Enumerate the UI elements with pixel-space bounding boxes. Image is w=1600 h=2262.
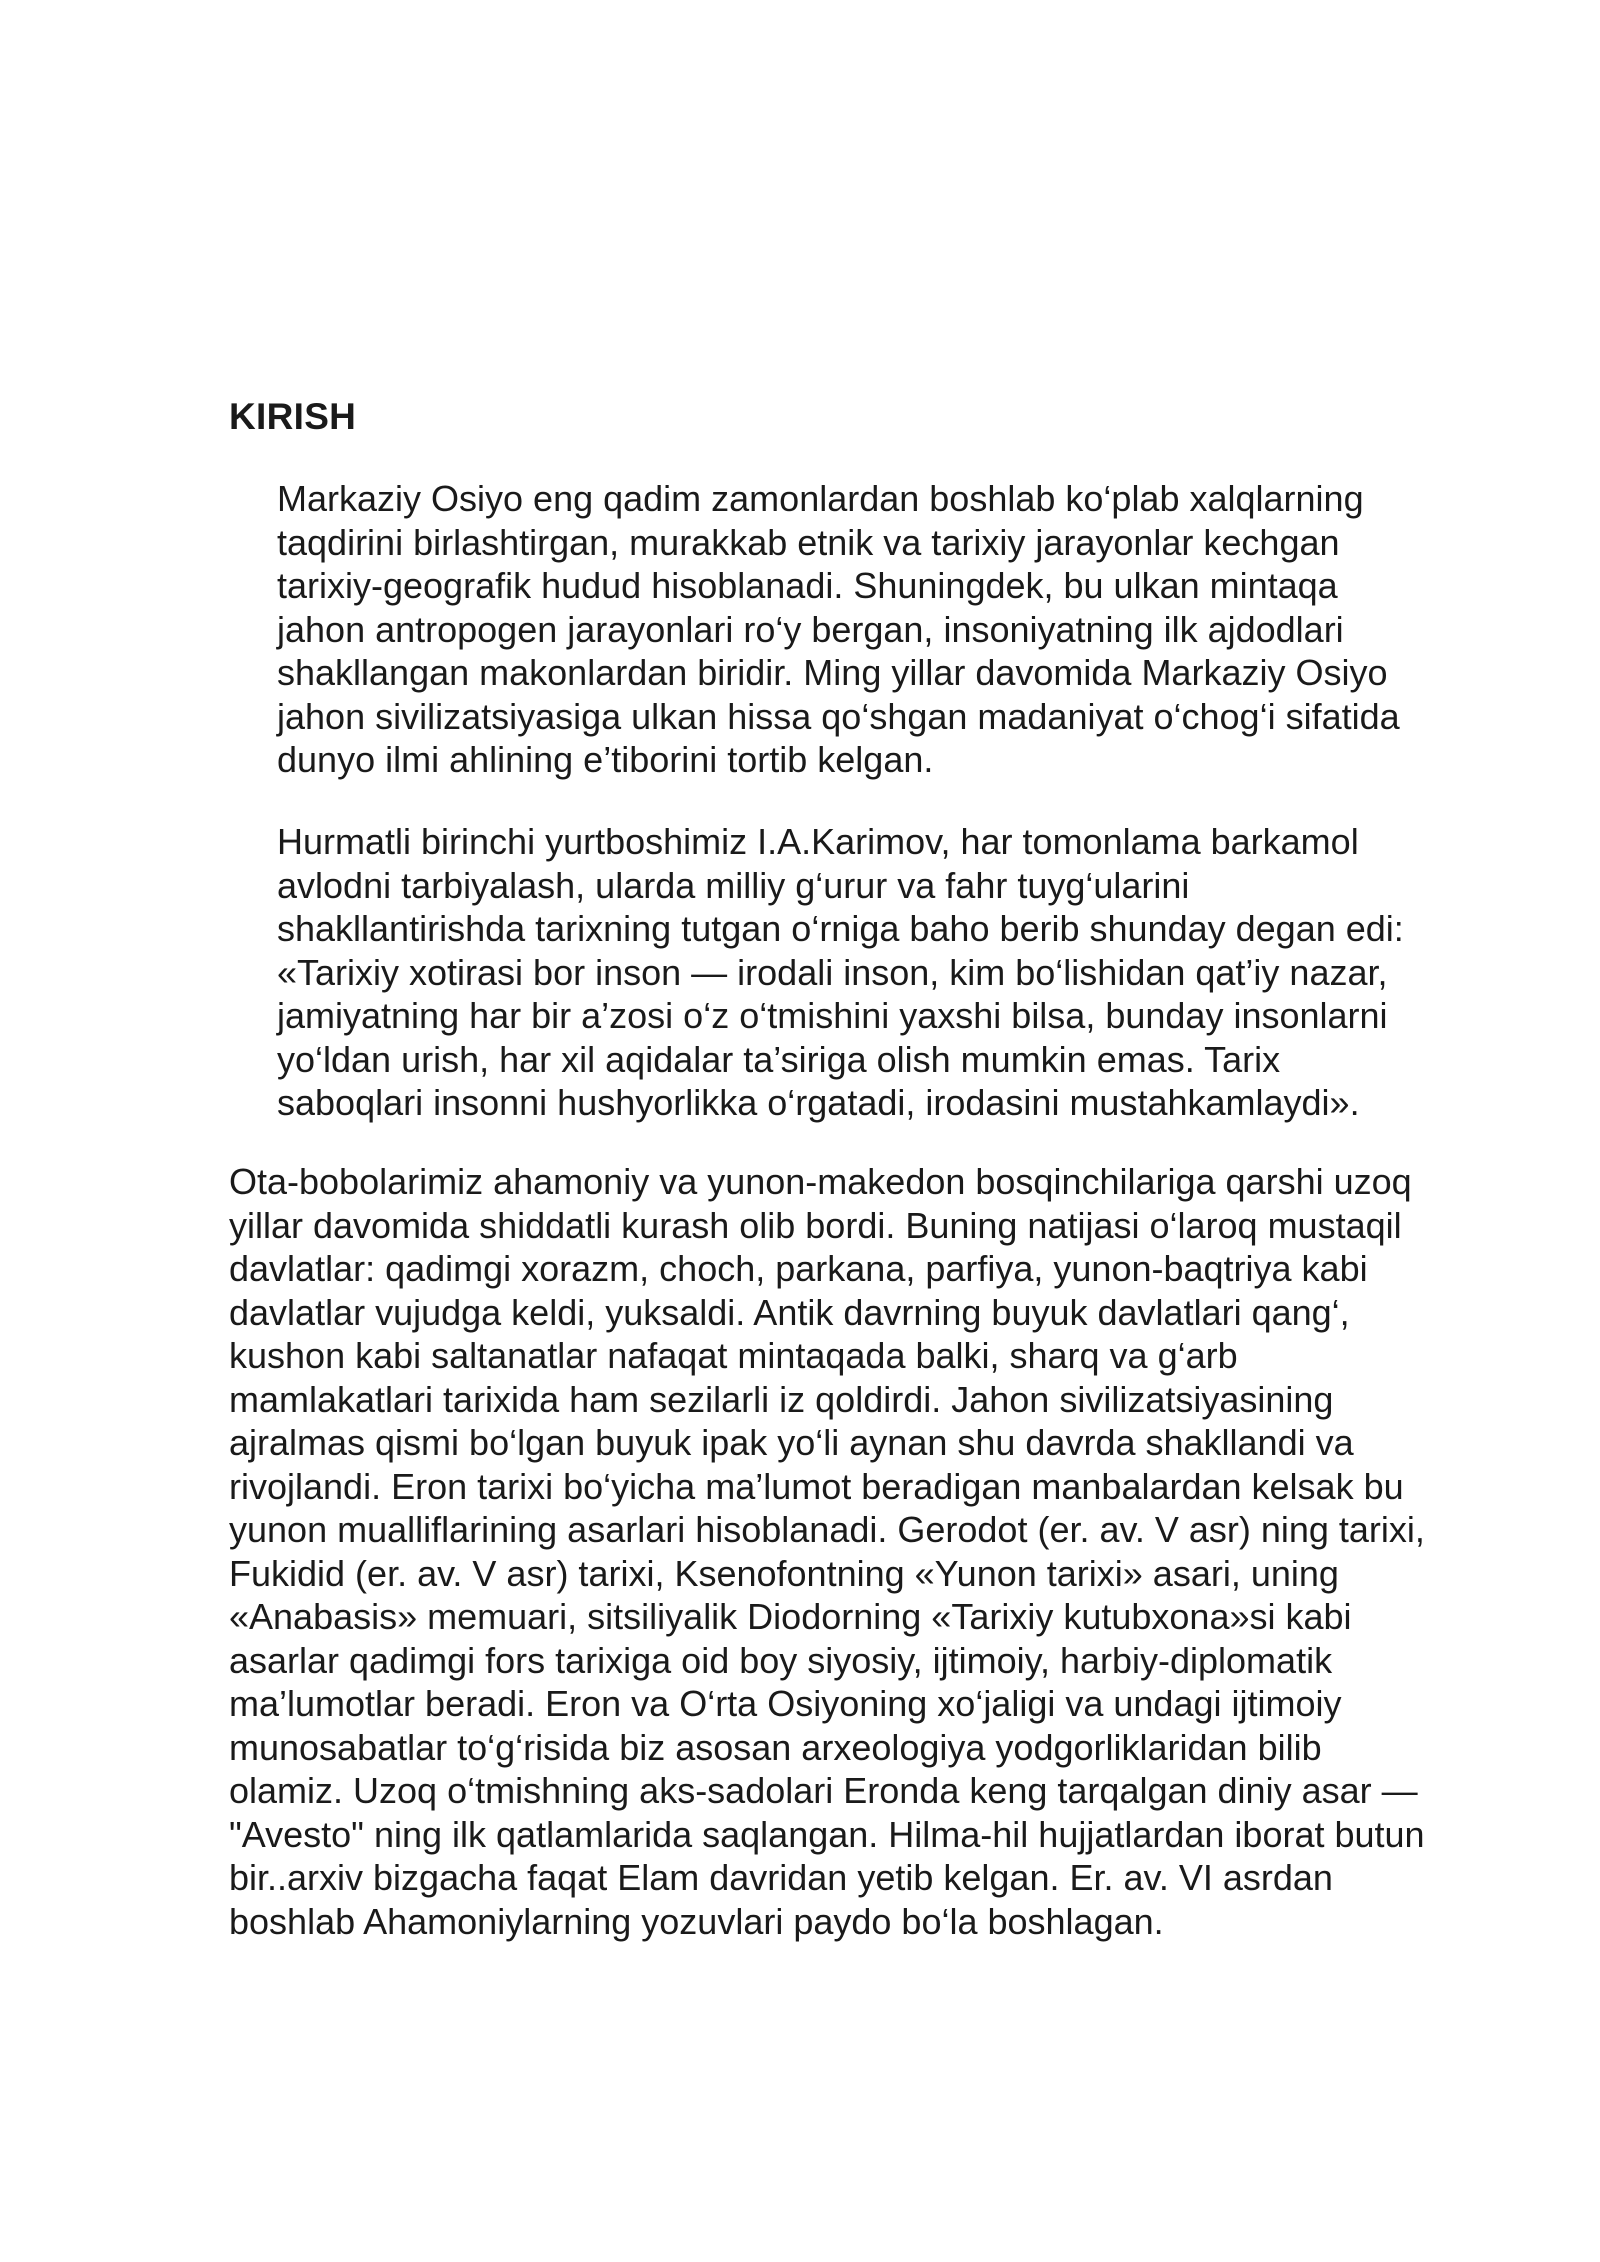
paragraph-line: davlatlar vujudga keldi, yuksaldi. Antik davrning buyuk davlatlari qang‘,: [229, 1291, 1350, 1333]
paragraph-line: ma’lumotlar beradi. Eron va O‘rta Osiyoning xo‘jaligi va undagi ijtimoiy: [229, 1683, 1342, 1724]
paragraph-line: kushon kabi saltanatlar nafaqat mintaqada balki, sharq va g‘arb: [229, 1335, 1238, 1376]
paragraph-line: taqdirini birlashtirgan, murakkab etnik va tarixiy jarayonlar kechgan: [277, 521, 1340, 563]
paragraph-line: yillar davomida shiddatli kurash olib bordi. Buning natijasi o‘laroq mustaqil: [229, 1204, 1402, 1246]
paragraph-quote: [277, 820, 1404, 1125]
paragraph-line: "Avesto" ning ilk qatlamlarida saqlangan. Hilma-hil hujjatlardan iborat butun: [229, 1813, 1425, 1855]
paragraph-line: yunon mualliflarining asarlari hisoblanadi. Gerodot (er. av. V asr) ning tarixi,: [229, 1509, 1425, 1550]
paragraph-line: Markaziy Osiyo eng qadim zamonlardan boshlab ko‘plab xalqlarning: [277, 478, 1364, 519]
paragraph-line: Ota-bobolarimiz ahamoniy va yunon-makedon bosqinchilariga qarshi uzoq: [229, 1161, 1412, 1202]
paragraph-line: shakllantirishda tarixning tutgan o‘rniga baho berib shunday degan edi:: [277, 908, 1404, 949]
paragraph-line: boshlab Ahamoniylarning yozuvlari paydo bo‘la boshlagan.: [229, 1900, 1164, 1942]
paragraph-line: ajralmas qismi bo‘lgan buyuk ipak yo‘li aynan shu davrda shakllandi va: [229, 1422, 1354, 1463]
paragraph-line: «Anabasis» memuari, sitsiliyalik Diodorning «Tarixiy kutubxona»si kabi: [229, 1596, 1352, 1637]
paragraph-line: jamiyatning har bir a’zosi o‘z o‘tmishini yaxshi bilsa, bunday insonlarni: [277, 995, 1388, 1036]
paragraph-line: jahon antropogen jarayonlari ro‘y bergan, insoniyatning ilk ajdodlari: [277, 608, 1344, 650]
paragraph-line: bir..arxiv bizgacha faqat Elam davridan yetib kelgan. Er. av. VI asrdan: [229, 1857, 1333, 1898]
paragraph-line: asarlar qadimgi fors tarixiga oid boy siyosiy, ijtimoiy, harbiy-diplomatik: [229, 1639, 1333, 1681]
paragraph-line: mamlakatlari tarixida ham sezilarli iz qoldirdi. Jahon sivilizatsiyasining: [229, 1378, 1334, 1420]
paragraph-line: shakllangan makonlardan biridir. Ming yillar davomida Markaziy Osiyo: [277, 652, 1388, 693]
paragraph-intro: [277, 477, 1400, 782]
paragraph-line: olamiz. Uzoq o‘tmishning aks-sadolari Eronda keng tarqalgan diniy asar —: [229, 1770, 1418, 1811]
paragraph-line: Fukidid (er. av. V asr) tarixi, Ksenofontning «Yunon tarixi» asari, uning: [229, 1552, 1339, 1594]
paragraph-line: saboqlari insonni hushyorlikka o‘rgatadi, irodasini mustahkamlaydi».: [277, 1082, 1360, 1123]
paragraph-line: tarixiy-geografik hudud hisoblanadi. Shuningdek, bu ulkan mintaqa: [277, 565, 1338, 606]
paragraph-line: avlodni tarbiyalash, ularda milliy g‘urur va fahr tuyg‘ularini: [277, 864, 1190, 906]
paragraph-line: davlatlar: qadimgi xorazm, choch, parkana, parfiya, yunon-baqtriya kabi: [229, 1248, 1368, 1289]
section-heading: KIRISH: [229, 396, 357, 437]
paragraph-line: munosabatlar to‘g‘risida biz asosan arxeologiya yodgorliklaridan bilib: [229, 1726, 1322, 1768]
paragraph-history: [229, 1160, 1425, 1943]
paragraph-line: Hurmatli birinchi yurtboshimiz I.A.Karimov, har tomonlama barkamol: [277, 821, 1359, 862]
paragraph-line: dunyo ilmi ahlining e’tiborini tortib kelgan.: [277, 739, 934, 780]
paragraph-line: «Tarixiy xotirasi bor inson — irodali inson, kim bo‘lishidan qat’iy nazar,: [277, 951, 1388, 993]
paragraph-line: jahon sivilizatsiyasiga ulkan hissa qo‘shgan madaniyat o‘chog‘i sifatida: [277, 695, 1400, 737]
paragraph-line: yo‘ldan urish, har xil aqidalar ta’siriga olish mumkin emas. Tarix: [277, 1038, 1281, 1080]
paragraph-line: rivojlandi. Eron tarixi bo‘yicha ma’lumot beradigan manbalardan kelsak bu: [229, 1465, 1404, 1507]
